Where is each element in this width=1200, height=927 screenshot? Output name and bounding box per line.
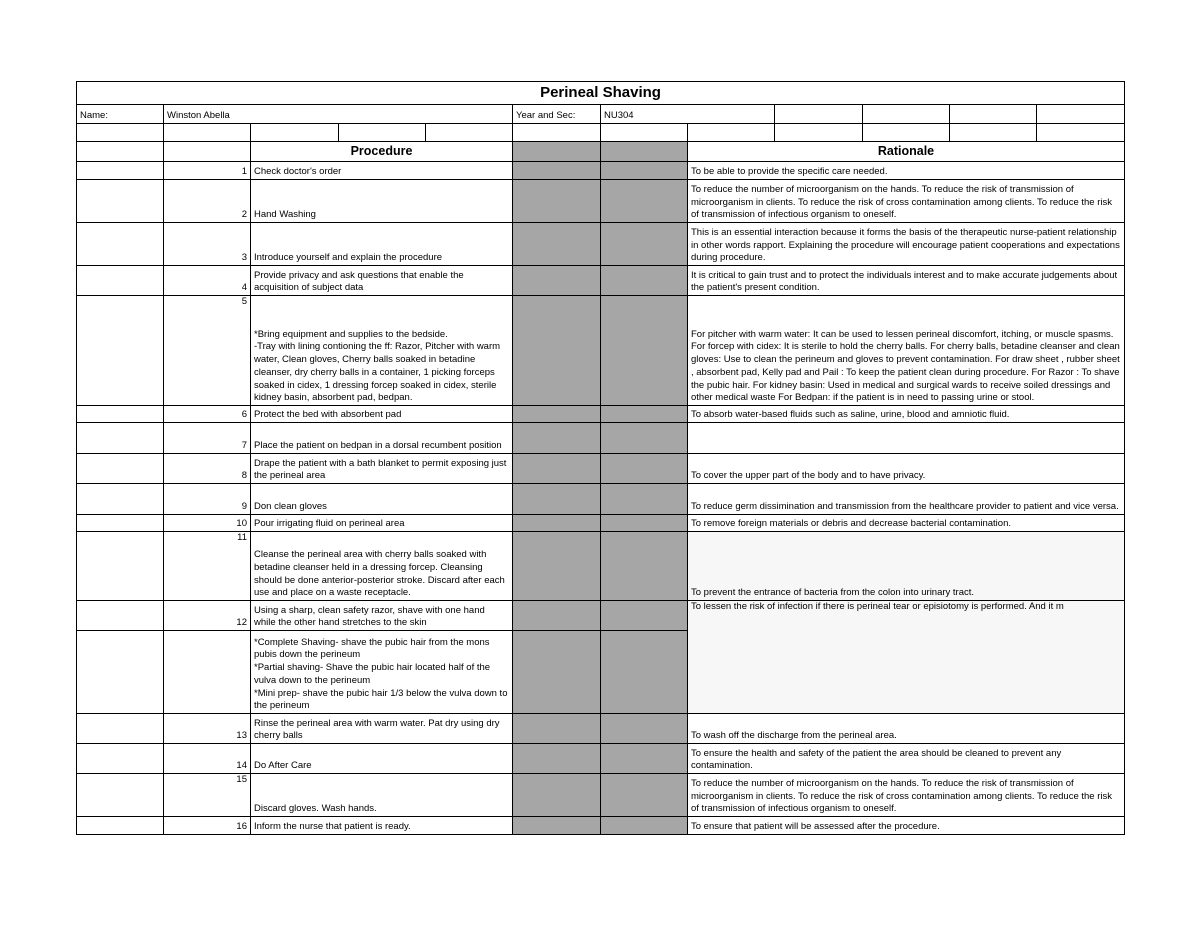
table-row	[77, 223, 1125, 266]
step-number: 5	[164, 296, 251, 406]
empty-cell	[1037, 124, 1125, 142]
step-number: 12	[164, 601, 251, 631]
empty-cell	[77, 142, 164, 162]
gray-column	[601, 601, 688, 631]
procedure-cell[interactable]: Protect the bed with absorbent pad	[251, 406, 513, 423]
empty-cell	[950, 105, 1037, 124]
gray-column	[601, 266, 688, 296]
gray-column	[601, 223, 688, 266]
empty-cell	[513, 124, 601, 142]
procedure-sheet	[76, 81, 1125, 835]
empty-cell	[77, 223, 164, 266]
empty-cell	[77, 631, 164, 714]
name-label: Name:	[77, 105, 164, 124]
empty-cell	[950, 124, 1037, 142]
empty-cell	[77, 774, 164, 817]
gray-column	[601, 631, 688, 714]
gray-column	[513, 774, 601, 817]
gray-column	[601, 423, 688, 454]
empty-cell	[863, 124, 950, 142]
step-number: 14	[164, 744, 251, 774]
gray-column	[601, 484, 688, 515]
rationale-cell[interactable]: To reduce germ dissimination and transmission from the healthcare provider to patient and vice versa.	[688, 484, 1125, 515]
table-row	[77, 454, 1125, 484]
gray-column	[513, 532, 601, 601]
empty-cell	[164, 142, 251, 162]
rationale-cell[interactable]: To reduce the number of microorganism on the hands. To reduce the risk of transmission of microorganism in clients. To reduce the risk of cross contamination among clients. To reduce the risk of transmission of infectious organism to oneself.	[688, 774, 1125, 817]
procedure-cell[interactable]: Using a sharp, clean safety razor, shave with one hand while the other hand stretches to the skin	[251, 601, 513, 631]
table-row	[77, 423, 1125, 454]
year-value[interactable]: NU304	[601, 105, 775, 124]
procedure-cell[interactable]: Do After Care	[251, 744, 513, 774]
empty-cell	[77, 515, 164, 532]
step-number: 13	[164, 714, 251, 744]
step-number: 15	[164, 774, 251, 817]
gray-column	[513, 142, 601, 162]
gray-column	[601, 296, 688, 406]
step-number: 8	[164, 454, 251, 484]
rationale-cell[interactable]: For pitcher with warm water: It can be used to lessen perineal discomfort, itching, or muscle spasms. For forcep with cidex: It is sterile to hold the cherry balls. For cherry balls, betadine cleanser and clean gloves: Use to clean the perineum and gloves to prevent contamination. For draw sheet , rubber sheet , absorbent pad, Kelly pad and Pail : To keep the patient clean during procedure. For Razor : To shave the pubic hair. For kidney basin: Used in medical and surgical wards to receive soiled dressings and other medical waste For Bedpan: if the patient is in need to passing urine or stool.	[688, 296, 1125, 406]
gray-column	[513, 296, 601, 406]
empty-cell	[339, 124, 426, 142]
procedure-cell[interactable]: Hand Washing	[251, 180, 513, 223]
gray-column	[513, 631, 601, 714]
procedure-line: *Bring equipment and supplies to the bedside.	[254, 328, 448, 340]
empty-cell	[77, 423, 164, 454]
procedure-cell[interactable]: Drape the patient with a bath blanket to permit exposing just the perineal area	[251, 454, 513, 484]
gray-column	[513, 454, 601, 484]
table-row	[77, 296, 1125, 406]
procedure-cell[interactable]: Rinse the perineal area with warm water. Pat dry using dry cherry balls	[251, 714, 513, 744]
gray-column	[513, 162, 601, 180]
empty-cell	[601, 124, 688, 142]
procedure-cell[interactable]: Pour irrigating fluid on perineal area	[251, 515, 513, 532]
step-number: 1	[164, 162, 251, 180]
procedure-cell[interactable]	[251, 296, 513, 406]
gray-column	[601, 515, 688, 532]
gray-column	[513, 744, 601, 774]
empty-cell	[688, 124, 775, 142]
table-row	[77, 162, 1125, 180]
name-value[interactable]: Winston Abella	[164, 105, 513, 124]
table-row	[77, 774, 1125, 817]
step-number: 16	[164, 817, 251, 835]
empty-cell	[863, 105, 950, 124]
step-number: 11	[164, 532, 251, 601]
procedure-cell[interactable]: Inform the nurse that patient is ready.	[251, 817, 513, 835]
empty-cell	[775, 124, 863, 142]
table-row	[77, 532, 1125, 601]
table-row	[77, 515, 1125, 532]
procedure-line: *Mini prep- shave the pubic hair 1/3 below the vulva down to the perineum	[254, 687, 508, 712]
empty-cell	[77, 532, 164, 601]
procedure-cell[interactable]: Place the patient on bedpan in a dorsal recumbent position	[251, 423, 513, 454]
year-label: Year and Sec:	[513, 105, 601, 124]
rationale-cell[interactable]: This is an essential interaction because it forms the basis of the therapeutic nurse-patient relationship in other words rapport. Explaining the procedure will encourage patient cooperations and expectations during procedure.	[688, 223, 1125, 266]
rationale-header: Rationale	[688, 142, 1125, 162]
rationale-cell[interactable]: To ensure the health and safety of the patient the area should be cleaned to prevent any contamination.	[688, 744, 1125, 774]
rationale-cell[interactable]	[688, 423, 1125, 454]
gray-column	[601, 406, 688, 423]
rationale-cell[interactable]: It is critical to gain trust and to protect the individuals interest and to make accurate judgements about the patient's present condition.	[688, 266, 1125, 296]
step-number: 3	[164, 223, 251, 266]
table-row	[77, 180, 1125, 223]
gray-column	[513, 484, 601, 515]
table-row	[77, 601, 1125, 631]
gray-column	[513, 223, 601, 266]
empty-cell	[1037, 105, 1125, 124]
gray-column	[513, 515, 601, 532]
gray-column	[601, 817, 688, 835]
table-row	[77, 714, 1125, 744]
empty-cell	[77, 601, 164, 631]
gray-column	[513, 406, 601, 423]
step-number: 6	[164, 406, 251, 423]
table-row	[77, 484, 1125, 515]
procedure-cell[interactable]: Don clean gloves	[251, 484, 513, 515]
procedure-line: *Partial shaving- Shave the pubic hair located half of the vulva down to the perineum	[254, 662, 491, 686]
gray-column	[513, 266, 601, 296]
empty-cell	[77, 266, 164, 296]
procedure-cell[interactable]: Cleanse the perineal area with cherry balls soaked with betadine cleanser held in a dressing forcep. Cleansing should be done anterior-posterior stroke. Discard after each use and place on a waste receptacle.	[251, 532, 513, 601]
procedure-cell[interactable]: Check doctor's order	[251, 162, 513, 180]
gray-column	[513, 817, 601, 835]
table-row	[77, 266, 1125, 296]
step-number: 7	[164, 423, 251, 454]
procedure-line: *Complete Shaving- shave the pubic hair from the mons pubis down the perineum	[254, 636, 490, 661]
table-row	[77, 406, 1125, 423]
step-number: 9	[164, 484, 251, 515]
gray-column	[513, 601, 601, 631]
empty-cell	[77, 714, 164, 744]
procedure-cell[interactable]: Introduce yourself and explain the procedure	[251, 223, 513, 266]
empty-cell	[77, 744, 164, 774]
empty-cell	[251, 124, 339, 142]
rationale-cell[interactable]: To cover the upper part of the body and to have privacy.	[688, 454, 1125, 484]
rationale-cell[interactable]: To ensure that patient will be assessed after the procedure.	[688, 817, 1125, 835]
step-number: 2	[164, 180, 251, 223]
empty-cell	[426, 124, 513, 142]
rationale-cell[interactable]: To wash off the discharge from the perineal area.	[688, 714, 1125, 744]
empty-cell	[77, 454, 164, 484]
gray-column	[601, 532, 688, 601]
sheet-title: Perineal Shaving	[77, 82, 1125, 105]
procedure-cell[interactable]	[251, 631, 513, 714]
table-row	[77, 817, 1125, 835]
rationale-cell[interactable]: To prevent the entrance of bacteria from the colon into urinary tract.	[688, 532, 1125, 601]
step-number: 10	[164, 515, 251, 532]
empty-cell	[77, 162, 164, 180]
empty-cell	[77, 406, 164, 423]
empty-cell	[775, 105, 863, 124]
gray-column	[601, 142, 688, 162]
empty-cell	[77, 124, 164, 142]
gray-column	[601, 454, 688, 484]
rationale-cell[interactable]: To remove foreign materials or debris and decrease bacterial contamination.	[688, 515, 1125, 532]
gray-column	[601, 774, 688, 817]
gray-column	[513, 180, 601, 223]
gray-column	[601, 162, 688, 180]
empty-cell	[164, 124, 251, 142]
table-row	[77, 744, 1125, 774]
empty-cell	[77, 817, 164, 835]
rationale-cell[interactable]: To lessen the risk of infection if there is perineal tear or episiotomy is performed. And it m	[688, 601, 1125, 714]
gray-column	[601, 714, 688, 744]
empty-cell	[77, 180, 164, 223]
procedure-cell[interactable]: Provide privacy and ask questions that enable the acquisition of subject data	[251, 266, 513, 296]
procedure-line: -Tray with lining contioning the ff: Razor, Pitcher with warm water, Clean gloves, Cherry balls soaked in betadine cleanser, dry cherry balls in a container, 1 picking forceps soaked in cidex, 1 dressing forcep soaked in cidex, sterile kidney basin, absorbent pad, bedpan.	[254, 341, 501, 404]
procedure-cell[interactable]: Discard gloves. Wash hands.	[251, 774, 513, 817]
procedure-header: Procedure	[251, 142, 513, 162]
rationale-cell[interactable]: To absorb water-based fluids such as saline, urine, blood and amniotic fluid.	[688, 406, 1125, 423]
rationale-cell[interactable]: To reduce the number of microorganism on the hands. To reduce the risk of transmission of microorganism in clients. To reduce the risk of cross contamination among clients. To reduce the risk of transmission of infectious organism to oneself.	[688, 180, 1125, 223]
rationale-cell[interactable]: To be able to provide the specific care needed.	[688, 162, 1125, 180]
gray-column	[601, 180, 688, 223]
step-number	[164, 631, 251, 714]
gray-column	[601, 744, 688, 774]
empty-cell	[77, 484, 164, 515]
gray-column	[513, 714, 601, 744]
step-number: 4	[164, 266, 251, 296]
empty-cell	[77, 296, 164, 406]
gray-column	[513, 423, 601, 454]
